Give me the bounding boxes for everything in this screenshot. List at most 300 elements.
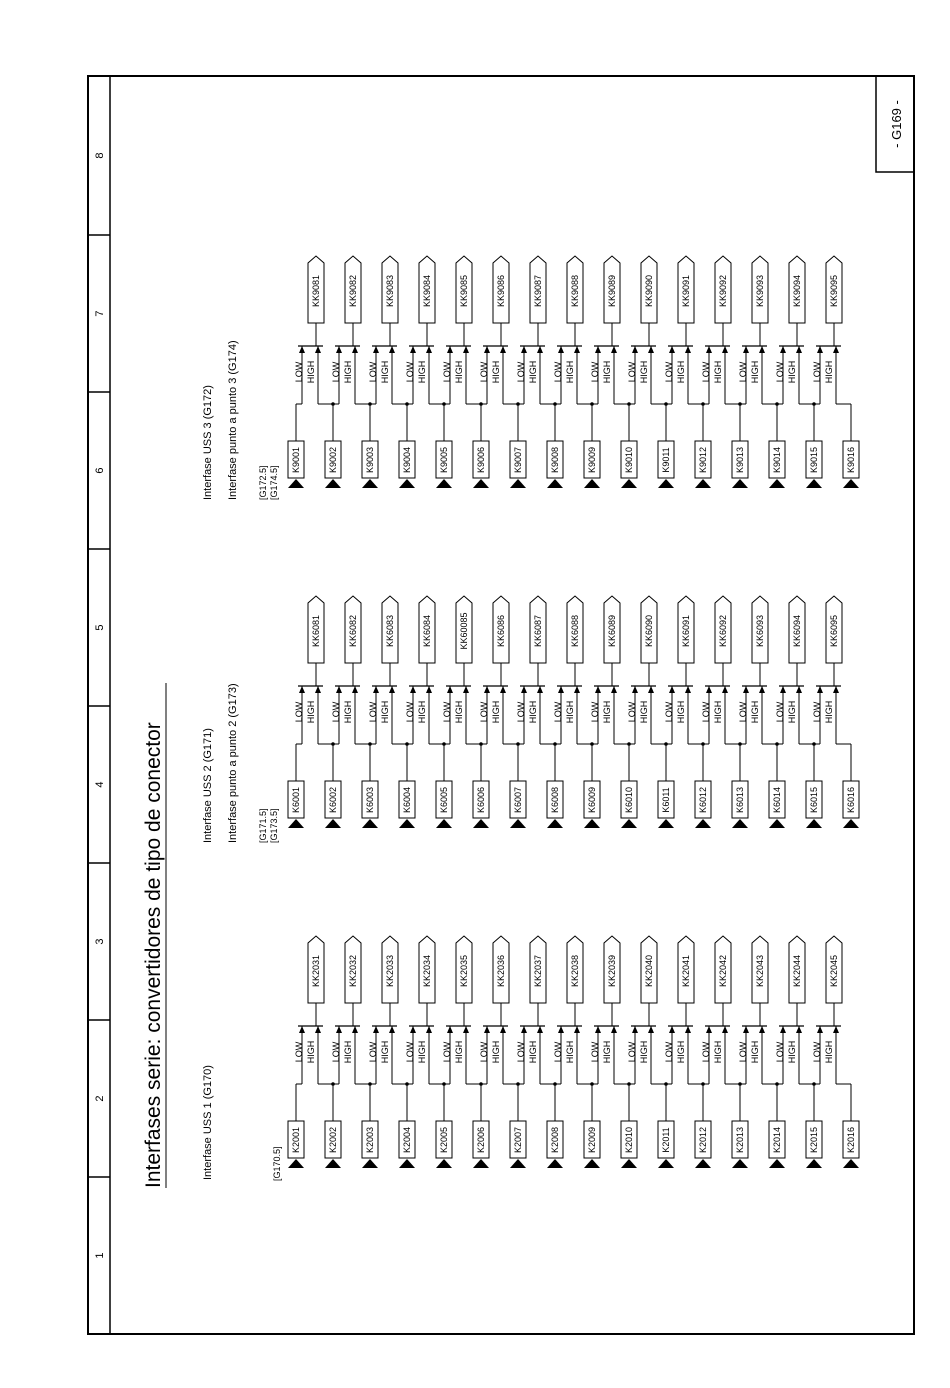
high-arrow-icon	[426, 1026, 432, 1033]
low-label: LOW	[701, 701, 712, 723]
input-arrow-icon	[473, 479, 489, 488]
input-arrow-icon	[621, 1159, 637, 1168]
input-arrow-icon	[806, 819, 822, 828]
output-connector-label: KK9092	[718, 274, 729, 308]
high-label: HIGH	[491, 1040, 502, 1064]
high-arrow-icon	[500, 346, 506, 353]
low-arrow-icon	[373, 1026, 379, 1033]
input-arrow-icon	[621, 479, 637, 488]
low-arrow-icon	[447, 1026, 453, 1033]
high-arrow-icon	[796, 686, 802, 693]
input-arrow-icon	[695, 819, 711, 828]
output-connector-label: KK2042	[718, 954, 729, 988]
output-connector-label: KK2035	[459, 954, 470, 988]
column-number: 4	[93, 781, 106, 788]
low-arrow-icon	[521, 686, 527, 693]
output-connector-label: KK9081	[311, 274, 322, 308]
input-connector-label: K2011	[661, 1127, 672, 1153]
output-connector-label: KK6081	[311, 614, 322, 648]
output-connector-label: KK2043	[755, 954, 766, 988]
high-arrow-icon	[537, 1026, 543, 1033]
output-connector-label: KK9093	[755, 274, 766, 308]
output-connector-label: KK6089	[607, 614, 618, 648]
low-label: LOW	[405, 701, 416, 723]
high-arrow-icon	[685, 346, 691, 353]
output-connector-label: KK2039	[607, 954, 618, 988]
output-connector-label: KK9087	[533, 274, 544, 308]
output-connector-label: KK9089	[607, 274, 618, 308]
column-number: 3	[93, 938, 106, 945]
input-arrow-icon	[362, 479, 378, 488]
input-connector-label: K2014	[772, 1126, 783, 1154]
low-label: LOW	[442, 701, 453, 723]
high-label: HIGH	[602, 1040, 613, 1064]
input-arrow-icon	[658, 1159, 674, 1168]
low-arrow-icon	[743, 1026, 749, 1033]
low-label: LOW	[368, 361, 379, 383]
group3-ref-1: [G172.5]	[258, 465, 268, 500]
high-arrow-icon	[685, 686, 691, 693]
low-arrow-icon	[336, 1026, 342, 1033]
input-connector-label: K9015	[809, 446, 820, 474]
high-label: HIGH	[343, 1040, 354, 1064]
low-arrow-icon	[817, 346, 823, 353]
output-connector-label: KK9086	[496, 274, 507, 308]
high-label: HIGH	[676, 700, 687, 724]
input-connector-label: K9004	[402, 446, 413, 474]
high-arrow-icon	[537, 346, 543, 353]
input-connector-label: K2003	[365, 1126, 376, 1154]
input-arrow-icon	[288, 479, 304, 488]
column-number: 7	[93, 310, 106, 317]
output-connector-label: KK6087	[533, 614, 544, 648]
high-arrow-icon	[500, 1026, 506, 1033]
input-arrow-icon	[806, 479, 822, 488]
input-arrow-icon	[843, 819, 859, 828]
low-arrow-icon	[780, 346, 786, 353]
output-connector-label: KK6090	[644, 614, 655, 648]
input-connector-label: K9014	[772, 446, 783, 474]
column-number: 8	[93, 152, 106, 159]
low-label: LOW	[738, 701, 749, 723]
high-label: HIGH	[343, 700, 354, 724]
high-arrow-icon	[648, 686, 654, 693]
input-arrow-icon	[769, 1159, 785, 1168]
input-arrow-icon	[658, 479, 674, 488]
input-connector-label: K6012	[698, 786, 709, 814]
input-arrow-icon	[732, 1159, 748, 1168]
input-connector-label: K6010	[624, 786, 635, 814]
input-connector-label: K2016	[846, 1126, 857, 1154]
input-connector-label: K2015	[809, 1126, 820, 1154]
high-label: HIGH	[417, 700, 428, 724]
high-arrow-icon	[796, 1026, 802, 1033]
input-arrow-icon	[843, 1159, 859, 1168]
output-connector-label: KK9088	[570, 274, 581, 308]
input-connector-label: K2013	[735, 1126, 746, 1154]
high-label: HIGH	[676, 1040, 687, 1064]
input-connector-label: K6013	[735, 786, 746, 814]
high-label: HIGH	[417, 1040, 428, 1064]
output-connector-label: KK2045	[829, 954, 840, 988]
low-label: LOW	[516, 361, 527, 383]
input-connector-label: K9006	[476, 446, 487, 474]
input-arrow-icon	[362, 1159, 378, 1168]
high-arrow-icon	[426, 346, 432, 353]
output-connector-label: KK9082	[348, 274, 359, 308]
input-arrow-icon	[288, 1159, 304, 1168]
low-arrow-icon	[484, 1026, 490, 1033]
input-arrow-icon	[436, 479, 452, 488]
input-arrow-icon	[547, 479, 563, 488]
output-connector-label: KK2044	[792, 954, 803, 988]
high-label: HIGH	[343, 360, 354, 384]
low-arrow-icon	[299, 346, 305, 353]
low-arrow-icon	[595, 1026, 601, 1033]
high-label: HIGH	[380, 1040, 391, 1064]
high-arrow-icon	[500, 686, 506, 693]
input-arrow-icon	[325, 1159, 341, 1168]
input-connector-label: K9008	[550, 446, 561, 474]
high-label: HIGH	[380, 700, 391, 724]
high-label: HIGH	[306, 360, 317, 384]
low-label: LOW	[775, 361, 786, 383]
input-arrow-icon	[769, 479, 785, 488]
input-connector-label: K9011	[661, 447, 672, 473]
high-label: HIGH	[824, 700, 835, 724]
high-arrow-icon	[611, 686, 617, 693]
low-label: LOW	[627, 701, 638, 723]
input-connector-label: K9003	[365, 446, 376, 474]
low-arrow-icon	[410, 686, 416, 693]
high-label: HIGH	[750, 360, 761, 384]
high-arrow-icon	[611, 1026, 617, 1033]
high-arrow-icon	[759, 346, 765, 353]
low-label: LOW	[479, 701, 490, 723]
input-arrow-icon	[325, 819, 341, 828]
input-arrow-icon	[732, 479, 748, 488]
low-arrow-icon	[706, 346, 712, 353]
low-label: LOW	[664, 361, 675, 383]
input-connector-label: K2001	[291, 1126, 302, 1154]
high-label: HIGH	[528, 360, 539, 384]
low-arrow-icon	[669, 686, 675, 693]
input-connector-label: K6003	[365, 786, 376, 814]
low-arrow-icon	[595, 686, 601, 693]
input-arrow-icon	[510, 479, 526, 488]
low-label: LOW	[516, 701, 527, 723]
high-arrow-icon	[463, 1026, 469, 1033]
group3-label-1: Interfase USS 3 (G172)	[202, 385, 214, 500]
high-arrow-icon	[389, 1026, 395, 1033]
low-label: LOW	[664, 1041, 675, 1063]
high-label: HIGH	[750, 1040, 761, 1064]
low-arrow-icon	[373, 686, 379, 693]
high-arrow-icon	[796, 346, 802, 353]
low-arrow-icon	[521, 1026, 527, 1033]
low-label: LOW	[479, 361, 490, 383]
output-connector-label: KK9085	[459, 274, 470, 308]
low-arrow-icon	[373, 346, 379, 353]
high-label: HIGH	[454, 360, 465, 384]
low-label: LOW	[368, 701, 379, 723]
high-label: HIGH	[491, 700, 502, 724]
high-label: HIGH	[306, 700, 317, 724]
input-arrow-icon	[547, 1159, 563, 1168]
group3-ref-2: [G174.5]	[269, 465, 279, 500]
high-label: HIGH	[713, 360, 724, 384]
high-label: HIGH	[528, 700, 539, 724]
low-arrow-icon	[558, 686, 564, 693]
low-arrow-icon	[484, 686, 490, 693]
low-arrow-icon	[299, 1026, 305, 1033]
low-label: LOW	[701, 1041, 712, 1063]
group2-ref-1: [G171.5]	[258, 808, 268, 843]
low-arrow-icon	[817, 1026, 823, 1033]
low-label: LOW	[590, 1041, 601, 1063]
input-connector-label: K6015	[809, 786, 820, 814]
high-arrow-icon	[833, 346, 839, 353]
low-arrow-icon	[521, 346, 527, 353]
input-arrow-icon	[473, 1159, 489, 1168]
output-connector-label: KK6082	[348, 614, 359, 648]
output-connector-label: KK9084	[422, 274, 433, 308]
high-arrow-icon	[648, 346, 654, 353]
high-label: HIGH	[713, 700, 724, 724]
input-connector-label: K2010	[624, 1126, 635, 1154]
low-arrow-icon	[558, 1026, 564, 1033]
low-arrow-icon	[706, 1026, 712, 1033]
input-arrow-icon	[399, 1159, 415, 1168]
low-arrow-icon	[743, 686, 749, 693]
input-connector-label: K2005	[439, 1126, 450, 1154]
low-label: LOW	[775, 701, 786, 723]
low-label: LOW	[331, 361, 342, 383]
input-connector-label: K6008	[550, 786, 561, 814]
high-label: HIGH	[602, 700, 613, 724]
low-label: LOW	[738, 1041, 749, 1063]
output-connector-label: KK6091	[681, 614, 692, 648]
group1-ref: [G170.5]	[272, 1146, 282, 1181]
input-connector-label: K2006	[476, 1126, 487, 1154]
high-arrow-icon	[463, 686, 469, 693]
high-label: HIGH	[787, 360, 798, 384]
low-arrow-icon	[410, 1026, 416, 1033]
high-label: HIGH	[528, 1040, 539, 1064]
high-arrow-icon	[722, 1026, 728, 1033]
input-connector-label: K9009	[587, 446, 598, 474]
high-arrow-icon	[611, 346, 617, 353]
high-arrow-icon	[685, 1026, 691, 1033]
low-label: LOW	[294, 1041, 305, 1063]
low-arrow-icon	[632, 1026, 638, 1033]
input-connector-label: K6016	[846, 786, 857, 814]
high-arrow-icon	[537, 686, 543, 693]
high-arrow-icon	[463, 346, 469, 353]
input-connector-label: K9016	[846, 446, 857, 474]
converter-group-1	[288, 936, 859, 1168]
input-connector-label: K6007	[513, 786, 524, 814]
low-label: LOW	[294, 701, 305, 723]
low-arrow-icon	[595, 346, 601, 353]
high-arrow-icon	[833, 1026, 839, 1033]
low-arrow-icon	[336, 346, 342, 353]
low-arrow-icon	[669, 1026, 675, 1033]
output-connector-label: KK9083	[385, 274, 396, 308]
low-label: LOW	[812, 361, 823, 383]
output-connector-label: KK9094	[792, 274, 803, 308]
low-arrow-icon	[632, 346, 638, 353]
low-arrow-icon	[780, 686, 786, 693]
input-arrow-icon	[732, 819, 748, 828]
input-arrow-icon	[473, 819, 489, 828]
high-arrow-icon	[574, 686, 580, 693]
input-arrow-icon	[806, 1159, 822, 1168]
high-arrow-icon	[389, 346, 395, 353]
low-label: LOW	[590, 361, 601, 383]
input-arrow-icon	[658, 819, 674, 828]
output-connector-label: KK9090	[644, 274, 655, 308]
high-label: HIGH	[787, 700, 798, 724]
group1-label: Interfase USS 1 (G170)	[202, 1065, 214, 1180]
low-arrow-icon	[669, 346, 675, 353]
low-arrow-icon	[447, 346, 453, 353]
high-arrow-icon	[574, 346, 580, 353]
low-label: LOW	[442, 361, 453, 383]
input-connector-label: K2007	[513, 1126, 524, 1154]
input-connector-label: K6001	[291, 786, 302, 814]
input-connector-label: K6002	[328, 786, 339, 814]
group3-label-2: Interfase punto a punto 3 (G174)	[227, 340, 239, 500]
low-label: LOW	[553, 1041, 564, 1063]
low-arrow-icon	[780, 1026, 786, 1033]
input-arrow-icon	[843, 479, 859, 488]
high-label: HIGH	[565, 700, 576, 724]
low-label: LOW	[442, 1041, 453, 1063]
converter-group-2	[288, 596, 859, 828]
high-label: HIGH	[824, 360, 835, 384]
output-connector-label: KK9091	[681, 274, 692, 308]
output-connector-label: KK6094	[792, 614, 803, 648]
low-arrow-icon	[706, 686, 712, 693]
output-connector-label: KK9095	[829, 274, 840, 308]
input-connector-label: K2004	[402, 1126, 413, 1154]
input-arrow-icon	[325, 479, 341, 488]
input-arrow-icon	[436, 1159, 452, 1168]
output-connector-label: KK2038	[570, 954, 581, 988]
high-arrow-icon	[574, 1026, 580, 1033]
output-connector-label: KK60085	[459, 612, 470, 650]
input-connector-label: K6005	[439, 786, 450, 814]
converter-group-3	[288, 256, 859, 488]
high-label: HIGH	[824, 1040, 835, 1064]
low-label: LOW	[775, 1041, 786, 1063]
input-connector-label: K9007	[513, 446, 524, 474]
column-number: 1	[93, 1252, 106, 1259]
input-connector-label: K2012	[698, 1126, 709, 1154]
low-arrow-icon	[743, 346, 749, 353]
input-connector-label: K6009	[587, 786, 598, 814]
low-label: LOW	[590, 701, 601, 723]
input-connector-label: K9005	[439, 446, 450, 474]
high-arrow-icon	[352, 1026, 358, 1033]
page-id: - G169 -	[889, 100, 904, 148]
low-label: LOW	[812, 701, 823, 723]
input-arrow-icon	[695, 479, 711, 488]
low-label: LOW	[812, 1041, 823, 1063]
column-number: 2	[93, 1095, 106, 1102]
low-arrow-icon	[632, 686, 638, 693]
high-arrow-icon	[648, 1026, 654, 1033]
low-label: LOW	[627, 361, 638, 383]
input-arrow-icon	[436, 819, 452, 828]
high-label: HIGH	[602, 360, 613, 384]
low-label: LOW	[664, 701, 675, 723]
high-arrow-icon	[759, 1026, 765, 1033]
input-arrow-icon	[584, 819, 600, 828]
high-arrow-icon	[315, 346, 321, 353]
output-connector-label: KK2037	[533, 954, 544, 988]
high-arrow-icon	[722, 346, 728, 353]
low-label: LOW	[331, 701, 342, 723]
input-arrow-icon	[547, 819, 563, 828]
input-connector-label: K2009	[587, 1126, 598, 1154]
output-connector-label: KK2036	[496, 954, 507, 988]
low-label: LOW	[294, 361, 305, 383]
high-label: HIGH	[380, 360, 391, 384]
input-arrow-icon	[584, 1159, 600, 1168]
input-arrow-icon	[399, 479, 415, 488]
group2-ref-2: [G173.5]	[269, 808, 279, 843]
output-connector-label: KK6084	[422, 614, 433, 648]
low-arrow-icon	[558, 346, 564, 353]
input-arrow-icon	[695, 1159, 711, 1168]
column-number: 5	[93, 624, 106, 631]
group2-label-2: Interfase punto a punto 2 (G173)	[227, 683, 239, 843]
high-label: HIGH	[417, 360, 428, 384]
output-connector-label: KK2034	[422, 954, 433, 988]
input-arrow-icon	[288, 819, 304, 828]
output-connector-label: KK2033	[385, 954, 396, 988]
output-connector-label: KK6088	[570, 614, 581, 648]
high-arrow-icon	[352, 346, 358, 353]
input-arrow-icon	[399, 819, 415, 828]
input-arrow-icon	[510, 1159, 526, 1168]
high-arrow-icon	[759, 686, 765, 693]
low-arrow-icon	[299, 686, 305, 693]
high-label: HIGH	[306, 1040, 317, 1064]
low-label: LOW	[368, 1041, 379, 1063]
high-arrow-icon	[315, 1026, 321, 1033]
high-label: HIGH	[787, 1040, 798, 1064]
low-label: LOW	[553, 701, 564, 723]
high-label: HIGH	[491, 360, 502, 384]
page-title: Interfases serie: convertidores de tipo de conector	[142, 722, 165, 1188]
input-arrow-icon	[769, 819, 785, 828]
input-arrow-icon	[621, 819, 637, 828]
output-connector-label: KK6093	[755, 614, 766, 648]
output-connector-label: KK6092	[718, 614, 729, 648]
output-connector-label: KK2040	[644, 954, 655, 988]
input-connector-label: K6006	[476, 786, 487, 814]
low-arrow-icon	[410, 346, 416, 353]
input-arrow-icon	[362, 819, 378, 828]
input-connector-label: K6014	[772, 786, 783, 814]
high-label: HIGH	[639, 1040, 650, 1064]
low-label: LOW	[553, 361, 564, 383]
low-arrow-icon	[336, 686, 342, 693]
output-connector-label: KK6086	[496, 614, 507, 648]
